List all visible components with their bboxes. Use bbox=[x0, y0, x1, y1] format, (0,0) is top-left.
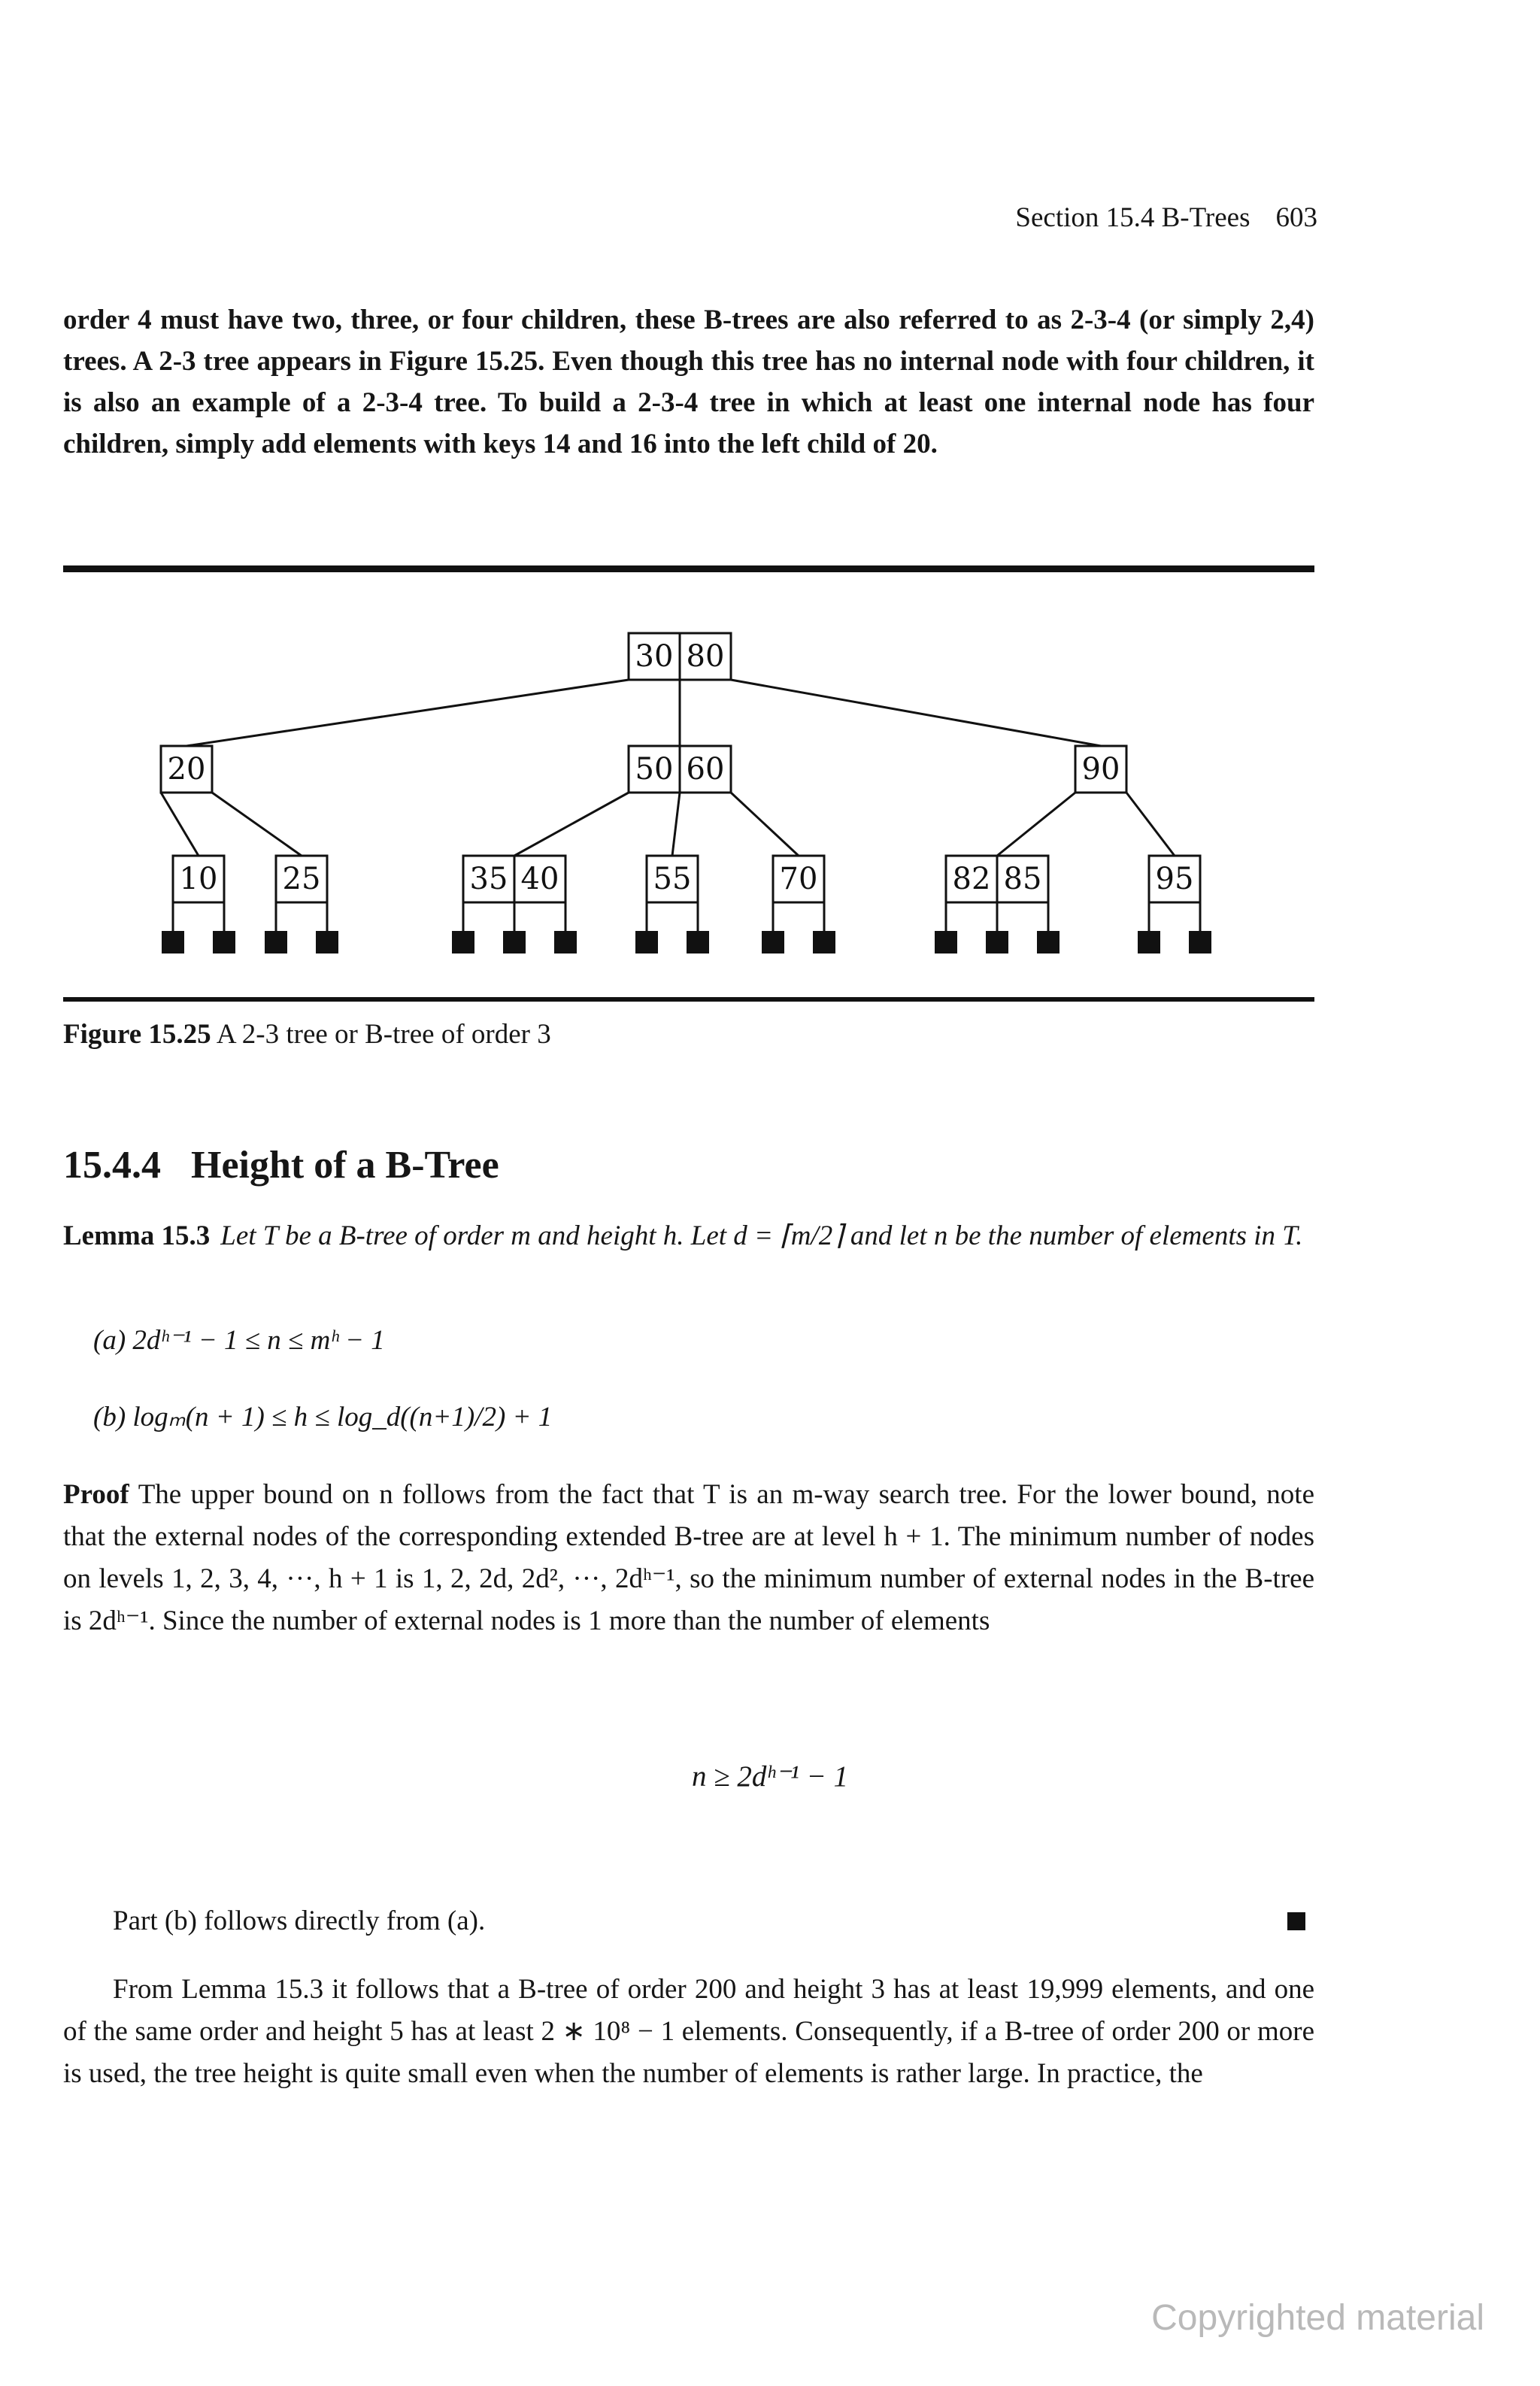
external-node-square bbox=[503, 931, 526, 953]
tree-edge bbox=[731, 680, 1101, 746]
external-node-square bbox=[213, 931, 235, 953]
external-node-square bbox=[986, 931, 1008, 953]
external-node-square bbox=[813, 931, 835, 953]
intro-paragraph: order 4 must have two, three, or four children, these B-trees are also referred to as 2-3-4 (or simply 2,4) trees. A 2-3 tree appears in Figure 15.25. Even though this tree has no internal node with four children, it is also an example of a 2-3-4 tree. To build a 2-3-4 tree in which at least one internal node has four children, simply add elements with keys 14 and 16 into the left child of 20. bbox=[63, 305, 1314, 459]
external-node-square bbox=[1138, 931, 1160, 953]
lemma-statement bbox=[63, 1215, 1314, 1257]
external-node-square bbox=[265, 931, 287, 953]
root-node-key: 30 bbox=[635, 639, 674, 674]
tree-edge bbox=[672, 793, 680, 856]
leaf-node-key: 70 bbox=[779, 862, 818, 896]
leaf-node-key: 35 bbox=[469, 862, 508, 896]
tree-edge bbox=[731, 793, 799, 856]
external-node-square bbox=[162, 931, 184, 953]
tree-edge bbox=[514, 793, 629, 856]
leaf-node-key: 25 bbox=[282, 862, 321, 896]
tree-edge bbox=[161, 793, 199, 856]
leaf-node-key: 95 bbox=[1155, 862, 1194, 896]
internal-node-key: 60 bbox=[686, 752, 725, 787]
header-section: Section 15.4 B-Trees bbox=[1015, 202, 1250, 233]
page-number: 603 bbox=[1275, 202, 1317, 233]
leaf-node-key: 40 bbox=[520, 862, 559, 896]
external-node-square bbox=[1189, 931, 1211, 953]
leaf-node-key: 85 bbox=[1003, 862, 1042, 896]
leaf-node-key: 82 bbox=[952, 862, 991, 896]
proof-paragraph bbox=[63, 1474, 1314, 1642]
lemma-text: Let T be a B-tree of order m and height h. Let d = ⌈m/2⌉ and let n be the number of elements in T. bbox=[220, 1220, 1303, 1251]
qed-square bbox=[1287, 1912, 1305, 1930]
section-number: 15.4.4 bbox=[63, 1144, 161, 1187]
lemma-part-a: (a) 2dʰ⁻¹ − 1 ≤ n ≤ mʰ − 1 bbox=[93, 1325, 385, 1356]
figure-bottom-rule bbox=[63, 997, 1314, 1002]
proof-part-b-note: Part (b) follows directly from (a). bbox=[113, 1905, 486, 1936]
section-heading bbox=[63, 1143, 499, 1187]
internal-node-key: 20 bbox=[167, 752, 206, 787]
running-header bbox=[1015, 202, 1317, 234]
figure-caption-label: Figure 15.25 bbox=[63, 1019, 211, 1050]
leaf-node-key: 10 bbox=[179, 862, 218, 896]
leaf-node-key: 55 bbox=[653, 862, 692, 896]
watermark: Copyrighted material bbox=[1151, 2298, 1484, 2338]
external-node-square bbox=[935, 931, 957, 953]
figure-top-rule bbox=[63, 565, 1314, 572]
external-node-square bbox=[452, 931, 474, 953]
proof-text: The upper bound on n follows from the fact that T is an m-way search tree. For the lower bound, note that the external nodes of the corresponding extended B-tree are at level h + 1. The minimum number of nodes on levels 1, 2, 3, 4, ···, h + 1 is 1, 2, 2d, 2d², ···, 2dʰ⁻¹, so the minimum number of external nodes in the B-tree is 2dʰ⁻¹. Since the number of external nodes is 1 more than the number of elements bbox=[63, 1479, 1314, 1636]
external-node-square bbox=[316, 931, 338, 953]
external-node-square bbox=[554, 931, 577, 953]
proof-label: Proof bbox=[63, 1479, 129, 1510]
internal-node-key: 50 bbox=[635, 752, 674, 787]
external-node-square bbox=[1037, 931, 1060, 953]
lemma-label: Lemma 15.3 bbox=[63, 1220, 211, 1251]
tree-edge bbox=[997, 793, 1075, 856]
tree-edge bbox=[1126, 793, 1175, 856]
tree-edge bbox=[186, 680, 629, 746]
external-node-square bbox=[687, 931, 709, 953]
root-node-key: 80 bbox=[686, 639, 725, 674]
final-paragraph: From Lemma 15.3 it follows that a B-tree of order 200 and height 3 has at least 19,999 elements, and one of the same order and height 5 has at least 2 ∗ 10⁸ − 1 elements. Consequently, if a B-tree of order 200 or more is used, the tree height is quite small even when the number of elements is rather large. In practice, the bbox=[63, 1974, 1314, 2089]
display-equation: n ≥ 2dʰ⁻¹ − 1 bbox=[691, 1760, 849, 1793]
lemma-part-b: (b) logₘ(n + 1) ≤ h ≤ log_d((n+1)/2) + 1 bbox=[93, 1402, 553, 1433]
btree-figure bbox=[63, 602, 1314, 993]
tree-edge bbox=[212, 793, 302, 856]
external-node-square bbox=[635, 931, 658, 953]
figure-caption bbox=[63, 1018, 551, 1051]
internal-node-key: 90 bbox=[1081, 752, 1120, 787]
external-node-square bbox=[762, 931, 784, 953]
section-title: Height of a B-Tree bbox=[191, 1144, 499, 1187]
figure-caption-text: A 2-3 tree or B-tree of order 3 bbox=[216, 1019, 551, 1050]
